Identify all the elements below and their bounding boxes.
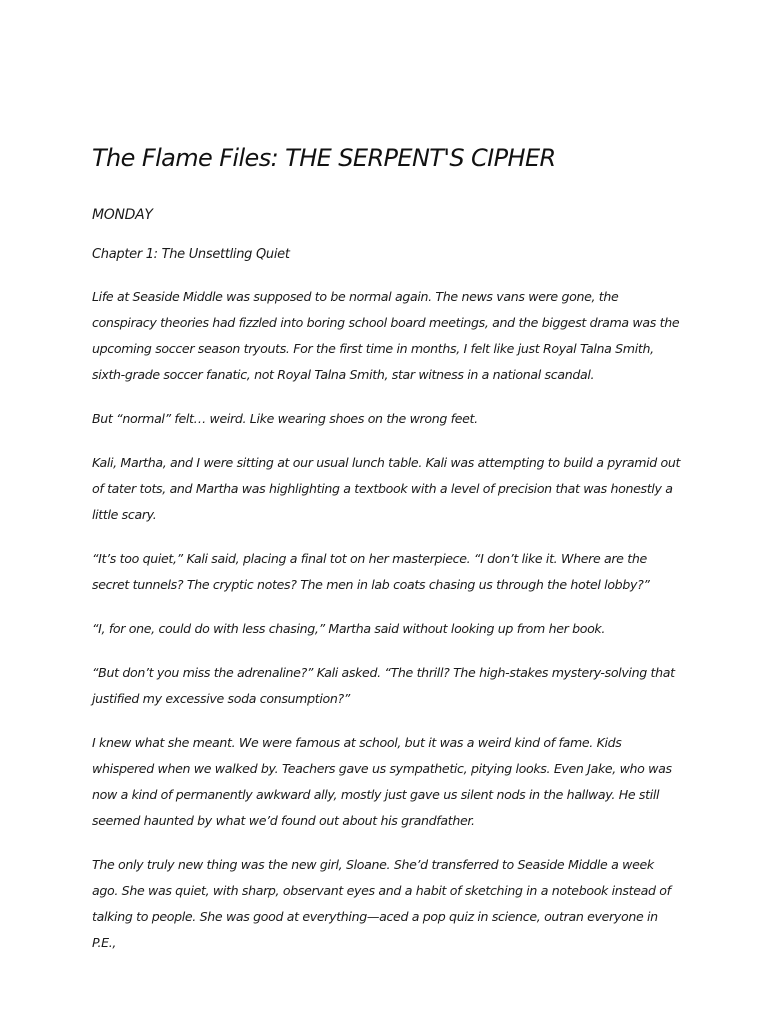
paragraph-5: “I, for one, could do with less chasing,” Martha said without looking up from her book.	[92, 621, 606, 636]
paragraph-7: I knew what she meant. We were famous at school, but it was a weird kind of fame. Kids whispered when we walked by. Teachers gave us sympathetic, pitying looks. Even Jake, who was now a kind of permanently awkward ally, mostly just gave us silent nods in the hallway. He still seemed haunted by what we’d found out about his grandfather.	[92, 735, 672, 828]
paragraph-4: “It’s too quiet,” Kali said, placing a final tot on her masterpiece. “I don’t like it. Where are the secret tunnels? The cryptic notes? The men in lab coats chasing us through the hotel lobby?”	[92, 551, 650, 592]
paragraph-2: But “normal” felt… weird. Like wearing shoes on the wrong feet.	[92, 411, 478, 426]
paragraph-3: Kali, Martha, and I were sitting at our usual lunch table. Kali was attempting to build a pyramid out of tater tots, and Martha was highlighting a textbook with a level of precision that was honestly a little scary.	[92, 455, 681, 522]
document-body	[92, 140, 682, 974]
paragraph-1: Life at Seaside Middle was supposed to be normal again. The news vans were gone, the conspiracy theories had fizzled into boring school board meetings, and the biggest drama was the upcoming soccer season tryouts. For the first time in months, I felt like just Royal Talna Smith, sixth-grade soccer fanatic, not Royal Talna Smith, star witness in a national scandal.	[92, 289, 680, 382]
paragraph-6: “But don’t you miss the adrenaline?” Kali asked. “The thrill? The high-stakes mystery-solving that justified my excessive soda consumption?”	[92, 665, 675, 706]
paragraph-8: The only truly new thing was the new girl, Sloane. She’d transferred to Seaside Middle a week ago. She was quiet, with sharp, observant eyes and a habit of sketching in a notebook instead of talking to people. She was good at everything—aced a pop quiz in science, outran everyone in P.E.,	[92, 857, 671, 950]
document-title: The Flame Files: THE SERPENT'S CIPHER	[92, 144, 556, 172]
chapter-heading: Chapter 1: The Unsettling Quiet	[92, 247, 290, 262]
day-heading: MONDAY	[92, 207, 153, 223]
